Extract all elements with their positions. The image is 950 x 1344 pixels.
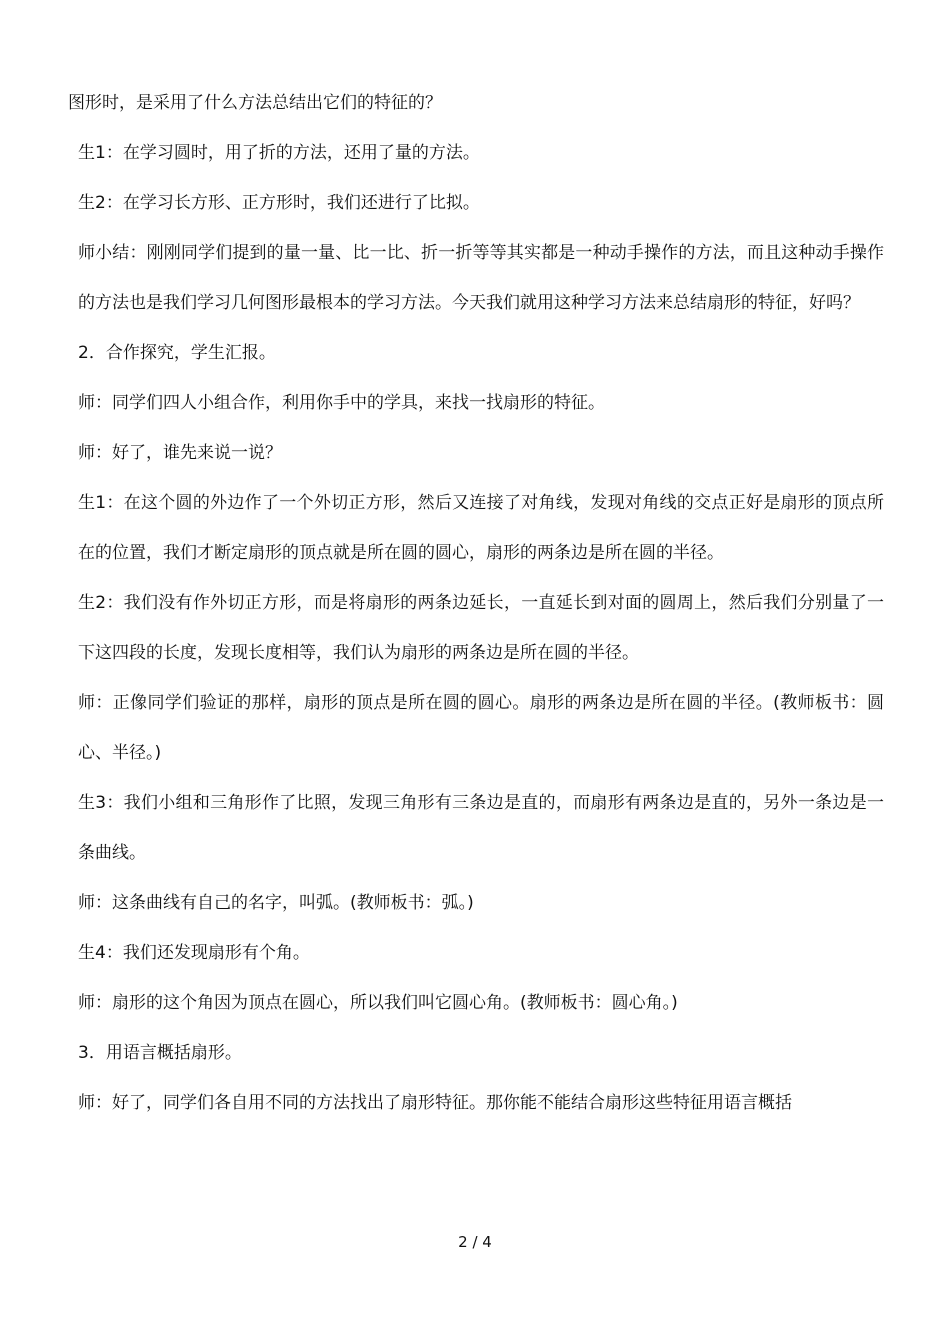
paragraph-section-2-heading: 2．合作探究，学生汇报。	[78, 343, 276, 363]
paragraph-student-3-triangle: 生3：我们小组和三角形作了比照，发现三角形有三条边是直的，而扇形有两条边是直的，另外一条边是一条曲线。	[78, 793, 884, 863]
document-body	[68, 78, 884, 1128]
paragraph-teacher-center-radius: 师：正像同学们验证的那样，扇形的顶点是所在圆的圆心。扇形的两条边是所在圆的半径。(教师板书：圆心、半径。)	[78, 693, 884, 763]
paragraph-teacher-who-first: 师：好了，谁先来说一说？	[78, 443, 282, 463]
paragraph-teacher-arc: 师：这条曲线有自己的名字，叫弧。(教师板书：弧。)	[78, 893, 474, 913]
paragraph-student-1-square: 生1：在这个圆的外边作了一个外切正方形，然后又连接了对角线，发现对角线的交点正好是扇形的顶点所在的位置，我们才断定扇形的顶点就是所在圆的圆心，扇形的两条边是所在圆的半径。	[78, 493, 884, 563]
paragraph-teacher-group-work: 师：同学们四人小组合作，利用你手中的学具，来找一找扇形的特征。	[78, 393, 605, 413]
paragraph-student-2-rectangle: 生2：在学习长方形、正方形时，我们还进行了比拟。	[78, 193, 480, 213]
paragraph-teacher-summary: 师小结：刚刚同学们提到的量一量、比一比、折一折等等其实都是一种动手操作的方法，而且这种动手操作的方法也是我们学习几何图形最根本的学习方法。今天我们就用这种学习方法来总结扇形的特征，好吗？	[78, 243, 884, 313]
paragraph-student-4-angle: 生4：我们还发现扇形有个角。	[78, 943, 310, 963]
page-number: 2 / 4	[458, 1233, 492, 1251]
paragraph-teacher-summarize: 师：好了，同学们各自用不同的方法找出了扇形特征。那你能不能结合扇形这些特征用语言概括	[78, 1093, 792, 1113]
paragraph-section-3-heading: 3．用语言概括扇形。	[78, 1043, 242, 1063]
paragraph-teacher-central-angle: 师：扇形的这个角因为顶点在圆心，所以我们叫它圆心角。(教师板书：圆心角。)	[78, 993, 678, 1013]
paragraph-student-2-extend: 生2：我们没有作外切正方形，而是将扇形的两条边延长，一直延长到对面的圆周上，然后我们分别量了一下这四段的长度，发现长度相等，我们认为扇形的两条边是所在圆的半径。	[78, 593, 884, 663]
paragraph-continuation: 图形时，是采用了什么方法总结出它们的特征的？	[68, 93, 442, 113]
paragraph-student-1-circle: 生1：在学习圆时，用了折的方法，还用了量的方法。	[78, 143, 480, 163]
